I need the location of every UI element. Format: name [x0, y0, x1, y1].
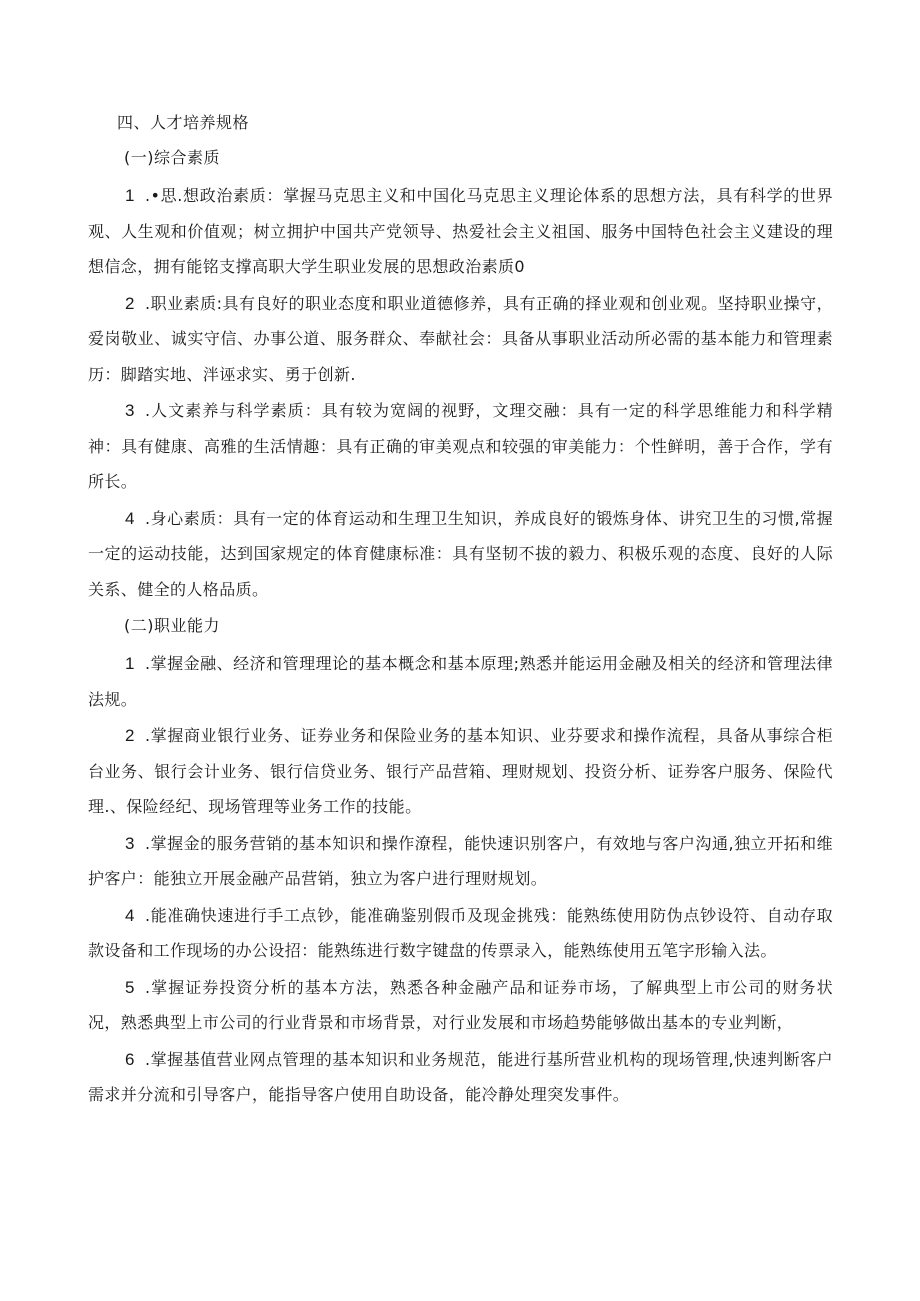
paragraph-2-6: [88, 1042, 833, 1113]
item-number: 4: [125, 905, 135, 925]
item-number: 3: [125, 401, 135, 420]
item-text: .身心素质：具有一定的体育运动和生理卫生知识，养成良好的锻炼身体、讲究卫生的习惯,常握一定的运动技能，达到国家规定的体育健康标准：具有坚韧不拔的毅力、积极乐观的态度、良好的人际关系、健全的人格品质。: [88, 508, 833, 599]
paragraph-2-4: [88, 898, 833, 969]
paragraph-1-2: [88, 286, 833, 393]
item-text: .人文素养与科学素质：具有较为宽阔的视野，文理交融：具有一定的科学思维能力和科学精神：具有健康、高雅的生活情趣：具有正确的审美观点和较强的审美能力：个性鲜明，善于合作，学有所长。: [88, 401, 833, 491]
item-number: 2: [125, 726, 135, 745]
paragraph-2-3: [88, 826, 833, 897]
section-title: 四、人才培养规格: [117, 113, 250, 132]
paragraph-1-3: [88, 393, 833, 500]
paragraph-1-1: [88, 178, 833, 285]
paragraph-2-1: [88, 646, 833, 717]
paragraph-2-2: [88, 718, 833, 825]
item-number: 1: [125, 186, 135, 205]
item-number: 2: [125, 293, 135, 313]
item-number: 6: [125, 1049, 135, 1069]
item-text: .能准确快速进行手工点钞，能准确鉴别假币及现金挑残：能熟练使用防伪点钞设符、自动存取款设备和工作现场的办公设招：能熟练进行数字键盘的传票录入，能熟练使用五笔字形输入法。: [88, 905, 833, 960]
document-body: [88, 108, 833, 1114]
item-text: .掌握商业银行业务、证券业务和保险业务的基本知识、业芬要求和操作流程，具备从事综合柜台业务、银行会计业务、银行信贷业务、银行产品营箱、理财规划、投资分析、证券客户服务、保险代理.、保险经纪、现场管理等业务工作的技能。: [88, 726, 833, 816]
item-text: .•思.想政治素质：掌握马克思主义和中国化马克思主义理论体系的思想方法，具有科学的世界观、人生观和价值观；树立拥护中国共产党领导、热爱社会主义祖国、服务中国特色社会主义建设的理想信念，拥有能铭支撑高职大学生职业发展的思想政治素质0: [88, 186, 833, 276]
item-text: .掌握基值营业网点管理的基本知识和业务规范，能进行基所营业机构的现场管理,快速判断客户需求并分流和引导客户，能指导客户使用自助设备，能冷静处理突发事件。: [88, 1049, 833, 1104]
paragraph-2-5: [88, 970, 833, 1041]
item-text: .掌握金的服务营销的基本知识和操作潦程，能快速识别客户，有效地与客户沟通,独立开拓和维护客户：能独立开展金融产品营销，独立为客户进行理财规划。: [88, 833, 833, 888]
item-number: 1: [125, 654, 135, 673]
item-text: .掌握证券投资分析的基本方法，熟悉各种金融产品和证券市场，了解典型上市公司的财务状况，熟悉典型上市公司的行业背景和市场背景，对行业发展和市场趋势能够做出基本的专业判断，: [88, 977, 833, 1032]
item-number: 5: [125, 977, 135, 997]
item-number: 3: [125, 833, 135, 853]
subsection-heading-2: (二)职业能力: [124, 616, 220, 635]
paragraph-1-4: [88, 501, 833, 608]
item-text: .职业素质:具有良好的职业态度和职业道德修养，具有正确的择业观和创业观。坚持职业操守，爱岗敬业、诚实守信、办事公道、服务群众、奉献社会：具备从事职业活动所必需的基本能力和管理素历：脚踏实地、泮诬求实、勇于创新.: [88, 293, 833, 384]
item-text: .掌握金融、经济和管理理论的基本概念和基本原理;熟悉并能运用金融及相关的经济和管理法律法规。: [88, 654, 833, 709]
item-number: 4: [125, 508, 135, 528]
subsection-heading-1: (一)综合素质: [124, 148, 220, 167]
